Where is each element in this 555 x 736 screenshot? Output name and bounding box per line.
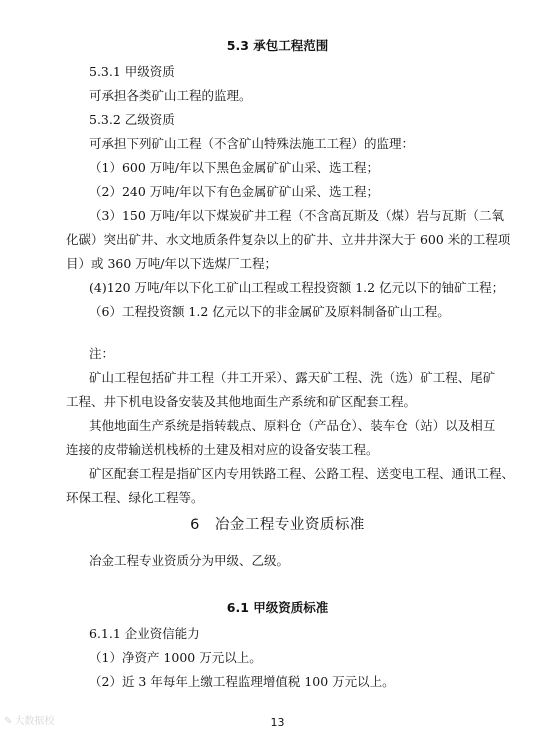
note-line: 连接的皮带输送机栈桥的土建及相对应的设备安装工程。	[66, 442, 379, 457]
list-item: (4)120 万吨/年以下化工矿山工程或工程投资额 1.2 亿元以下的铀矿工程；	[89, 280, 505, 295]
list-item-continuation: 化碳）突出矿井、水文地质条件复杂以上的矿井、立井井深大于 600 米的工程项	[66, 232, 511, 247]
note-line: 矿山工程包括矿井工程（井工开采）、露天矿工程、洗（选）矿工程、尾矿	[89, 370, 496, 385]
section-5-3-title: 5.3 承包工程范围	[226, 38, 329, 53]
page-number: 13	[270, 716, 285, 729]
list-item: （2）240 万吨/年以下有色金属矿矿山采、选工程；	[89, 184, 379, 199]
list-item: （1）600 万吨/年以下黑色金属矿矿山采、选工程；	[89, 160, 379, 175]
list-item: （2）近 3 年每年上缴工程监理增值税 100 万元以上。	[89, 674, 395, 689]
watermark-text: 大数据校	[14, 716, 55, 727]
section-6-1-title: 6.1 甲级资质标准	[226, 600, 329, 615]
subsection-6-1-1: 6.1.1 企业资信能力	[89, 626, 200, 641]
subsection-5-3-1: 5.3.1 甲级资质	[89, 64, 175, 79]
section-6-intro: 冶金工程专业资质分为甲级、乙级。	[89, 553, 290, 568]
paragraph-5-3-1: 可承担各类矿山工程的监理。	[89, 88, 252, 103]
note-label: 注：	[89, 346, 115, 361]
paragraph-5-3-2: 可承担下列矿山工程（不含矿山特殊法施工工程）的监理：	[89, 136, 415, 151]
watermark-logo-icon: ✎	[4, 716, 13, 727]
note-line: 其他地面生产系统是指转载点、原料仓（产品仓）、装车仓（站）以及相互	[89, 418, 496, 433]
note-line: 矿区配套工程是指矿区内专用铁路工程、公路工程、送变电工程、通讯工程、	[89, 466, 515, 481]
list-item: （3）150 万吨/年以下煤炭矿井工程（不含高瓦斯及（煤）岩与瓦斯（二氧	[89, 208, 504, 223]
note-line: 工程、井下机电设备安装及其他地面生产系统和矿区配套工程。	[66, 394, 417, 409]
list-item: （6）工程投资额 1.2 亿元以下的非金属矿及原料制备矿山工程。	[89, 304, 450, 319]
list-item-continuation: 目）或 360 万吨/年以下选煤厂工程；	[66, 256, 278, 271]
subsection-5-3-2: 5.3.2 乙级资质	[89, 112, 175, 127]
section-6-title: 6 冶金工程专业资质标准	[190, 517, 365, 533]
note-line: 环保工程、绿化工程等。	[66, 490, 204, 505]
list-item: （1）净资产 1000 万元以上。	[89, 650, 262, 665]
